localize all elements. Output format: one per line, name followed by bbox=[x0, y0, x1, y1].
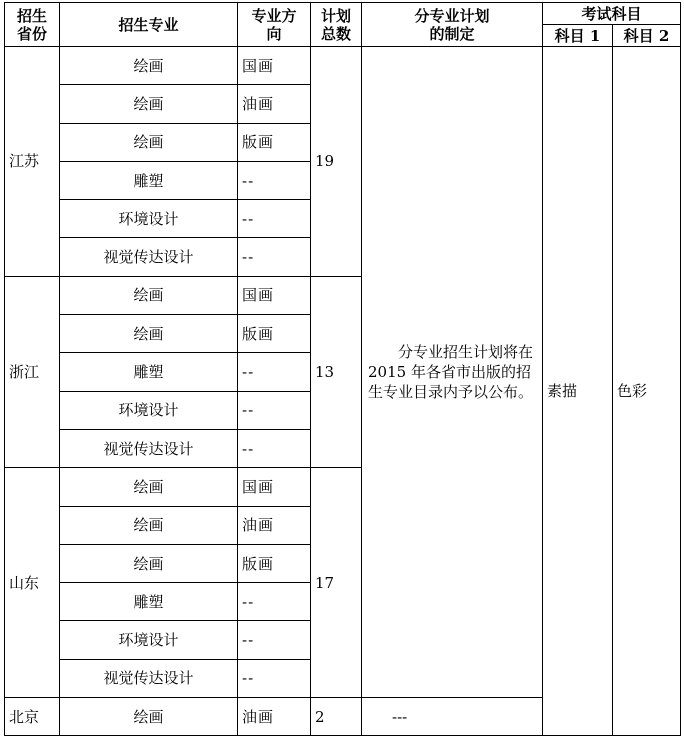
direction-cell: -- bbox=[238, 353, 311, 391]
header-exam-subjects: 考试科目 bbox=[543, 3, 681, 25]
direction-cell: -- bbox=[238, 391, 311, 429]
major-cell: 绘画 bbox=[60, 47, 238, 85]
major-cell: 环境设计 bbox=[60, 391, 238, 429]
subject2-cell: 色彩 bbox=[613, 47, 681, 736]
header-total-line2: 总数 bbox=[320, 24, 351, 43]
province-cell: 浙江 bbox=[5, 276, 60, 467]
direction-cell: -- bbox=[238, 238, 311, 276]
plan-method-cell-beijing: --- bbox=[362, 698, 543, 736]
direction-cell: -- bbox=[238, 429, 311, 467]
major-cell: 绘画 bbox=[60, 506, 238, 544]
major-cell: 视觉传达设计 bbox=[60, 659, 238, 697]
major-cell: 视觉传达设计 bbox=[60, 429, 238, 467]
major-cell: 绘画 bbox=[60, 544, 238, 582]
major-cell: 环境设计 bbox=[60, 621, 238, 659]
table-row bbox=[5, 47, 681, 85]
major-cell: 雕塑 bbox=[60, 583, 238, 621]
header-plan-method bbox=[362, 3, 543, 47]
total-cell: 2 bbox=[311, 698, 362, 736]
direction-cell: -- bbox=[238, 659, 311, 697]
plan-method-text: 分专业招生计划将在 2015 年各省市出版的招生专业目录内予以公布。 bbox=[368, 343, 534, 402]
direction-cell: 油画 bbox=[238, 506, 311, 544]
major-cell: 雕塑 bbox=[60, 353, 238, 391]
province-cell: 江苏 bbox=[5, 47, 60, 277]
direction-cell: -- bbox=[238, 621, 311, 659]
direction-cell: 版画 bbox=[238, 544, 311, 582]
direction-cell: 版画 bbox=[238, 123, 311, 161]
header-direction bbox=[238, 3, 311, 47]
header-row-1 bbox=[5, 3, 681, 25]
major-cell: 环境设计 bbox=[60, 200, 238, 238]
header-total-line1: 计划 bbox=[320, 6, 351, 25]
direction-cell: 国画 bbox=[238, 276, 311, 314]
header-subject1: 科目 1 bbox=[543, 25, 613, 47]
province-cell: 北京 bbox=[5, 698, 60, 736]
major-cell: 绘画 bbox=[60, 315, 238, 353]
plan-method-cell bbox=[362, 47, 543, 698]
direction-cell: 版画 bbox=[238, 315, 311, 353]
major-cell: 绘画 bbox=[60, 698, 238, 736]
header-province bbox=[5, 3, 60, 47]
subject1-cell: 素描 bbox=[543, 47, 613, 736]
major-cell: 绘画 bbox=[60, 85, 238, 123]
total-cell: 19 bbox=[311, 47, 362, 277]
major-cell: 绘画 bbox=[60, 276, 238, 314]
header-total bbox=[311, 3, 362, 47]
header-subject2: 科目 2 bbox=[613, 25, 681, 47]
direction-cell: 油画 bbox=[238, 698, 311, 736]
direction-cell: 油画 bbox=[238, 85, 311, 123]
direction-cell: 国画 bbox=[238, 468, 311, 506]
header-major: 招生专业 bbox=[60, 3, 238, 47]
direction-cell: -- bbox=[238, 583, 311, 621]
direction-cell: -- bbox=[238, 200, 311, 238]
direction-cell: -- bbox=[238, 161, 311, 199]
header-plan-method-line2: 的制定 bbox=[429, 24, 475, 43]
header-plan-method-line1: 分专业计划 bbox=[414, 6, 490, 25]
header-direction-line1: 专业方 bbox=[251, 6, 297, 25]
total-cell: 13 bbox=[311, 276, 362, 467]
admission-plan-table bbox=[4, 2, 681, 736]
province-cell: 山东 bbox=[5, 468, 60, 698]
header-province-line2: 省份 bbox=[16, 24, 47, 43]
total-cell: 17 bbox=[311, 468, 362, 698]
header-direction-line2: 向 bbox=[266, 24, 282, 43]
major-cell: 绘画 bbox=[60, 468, 238, 506]
major-cell: 绘画 bbox=[60, 123, 238, 161]
direction-cell: 国画 bbox=[238, 47, 311, 85]
major-cell: 雕塑 bbox=[60, 161, 238, 199]
header-province-line1: 招生 bbox=[16, 6, 47, 25]
major-cell: 视觉传达设计 bbox=[60, 238, 238, 276]
